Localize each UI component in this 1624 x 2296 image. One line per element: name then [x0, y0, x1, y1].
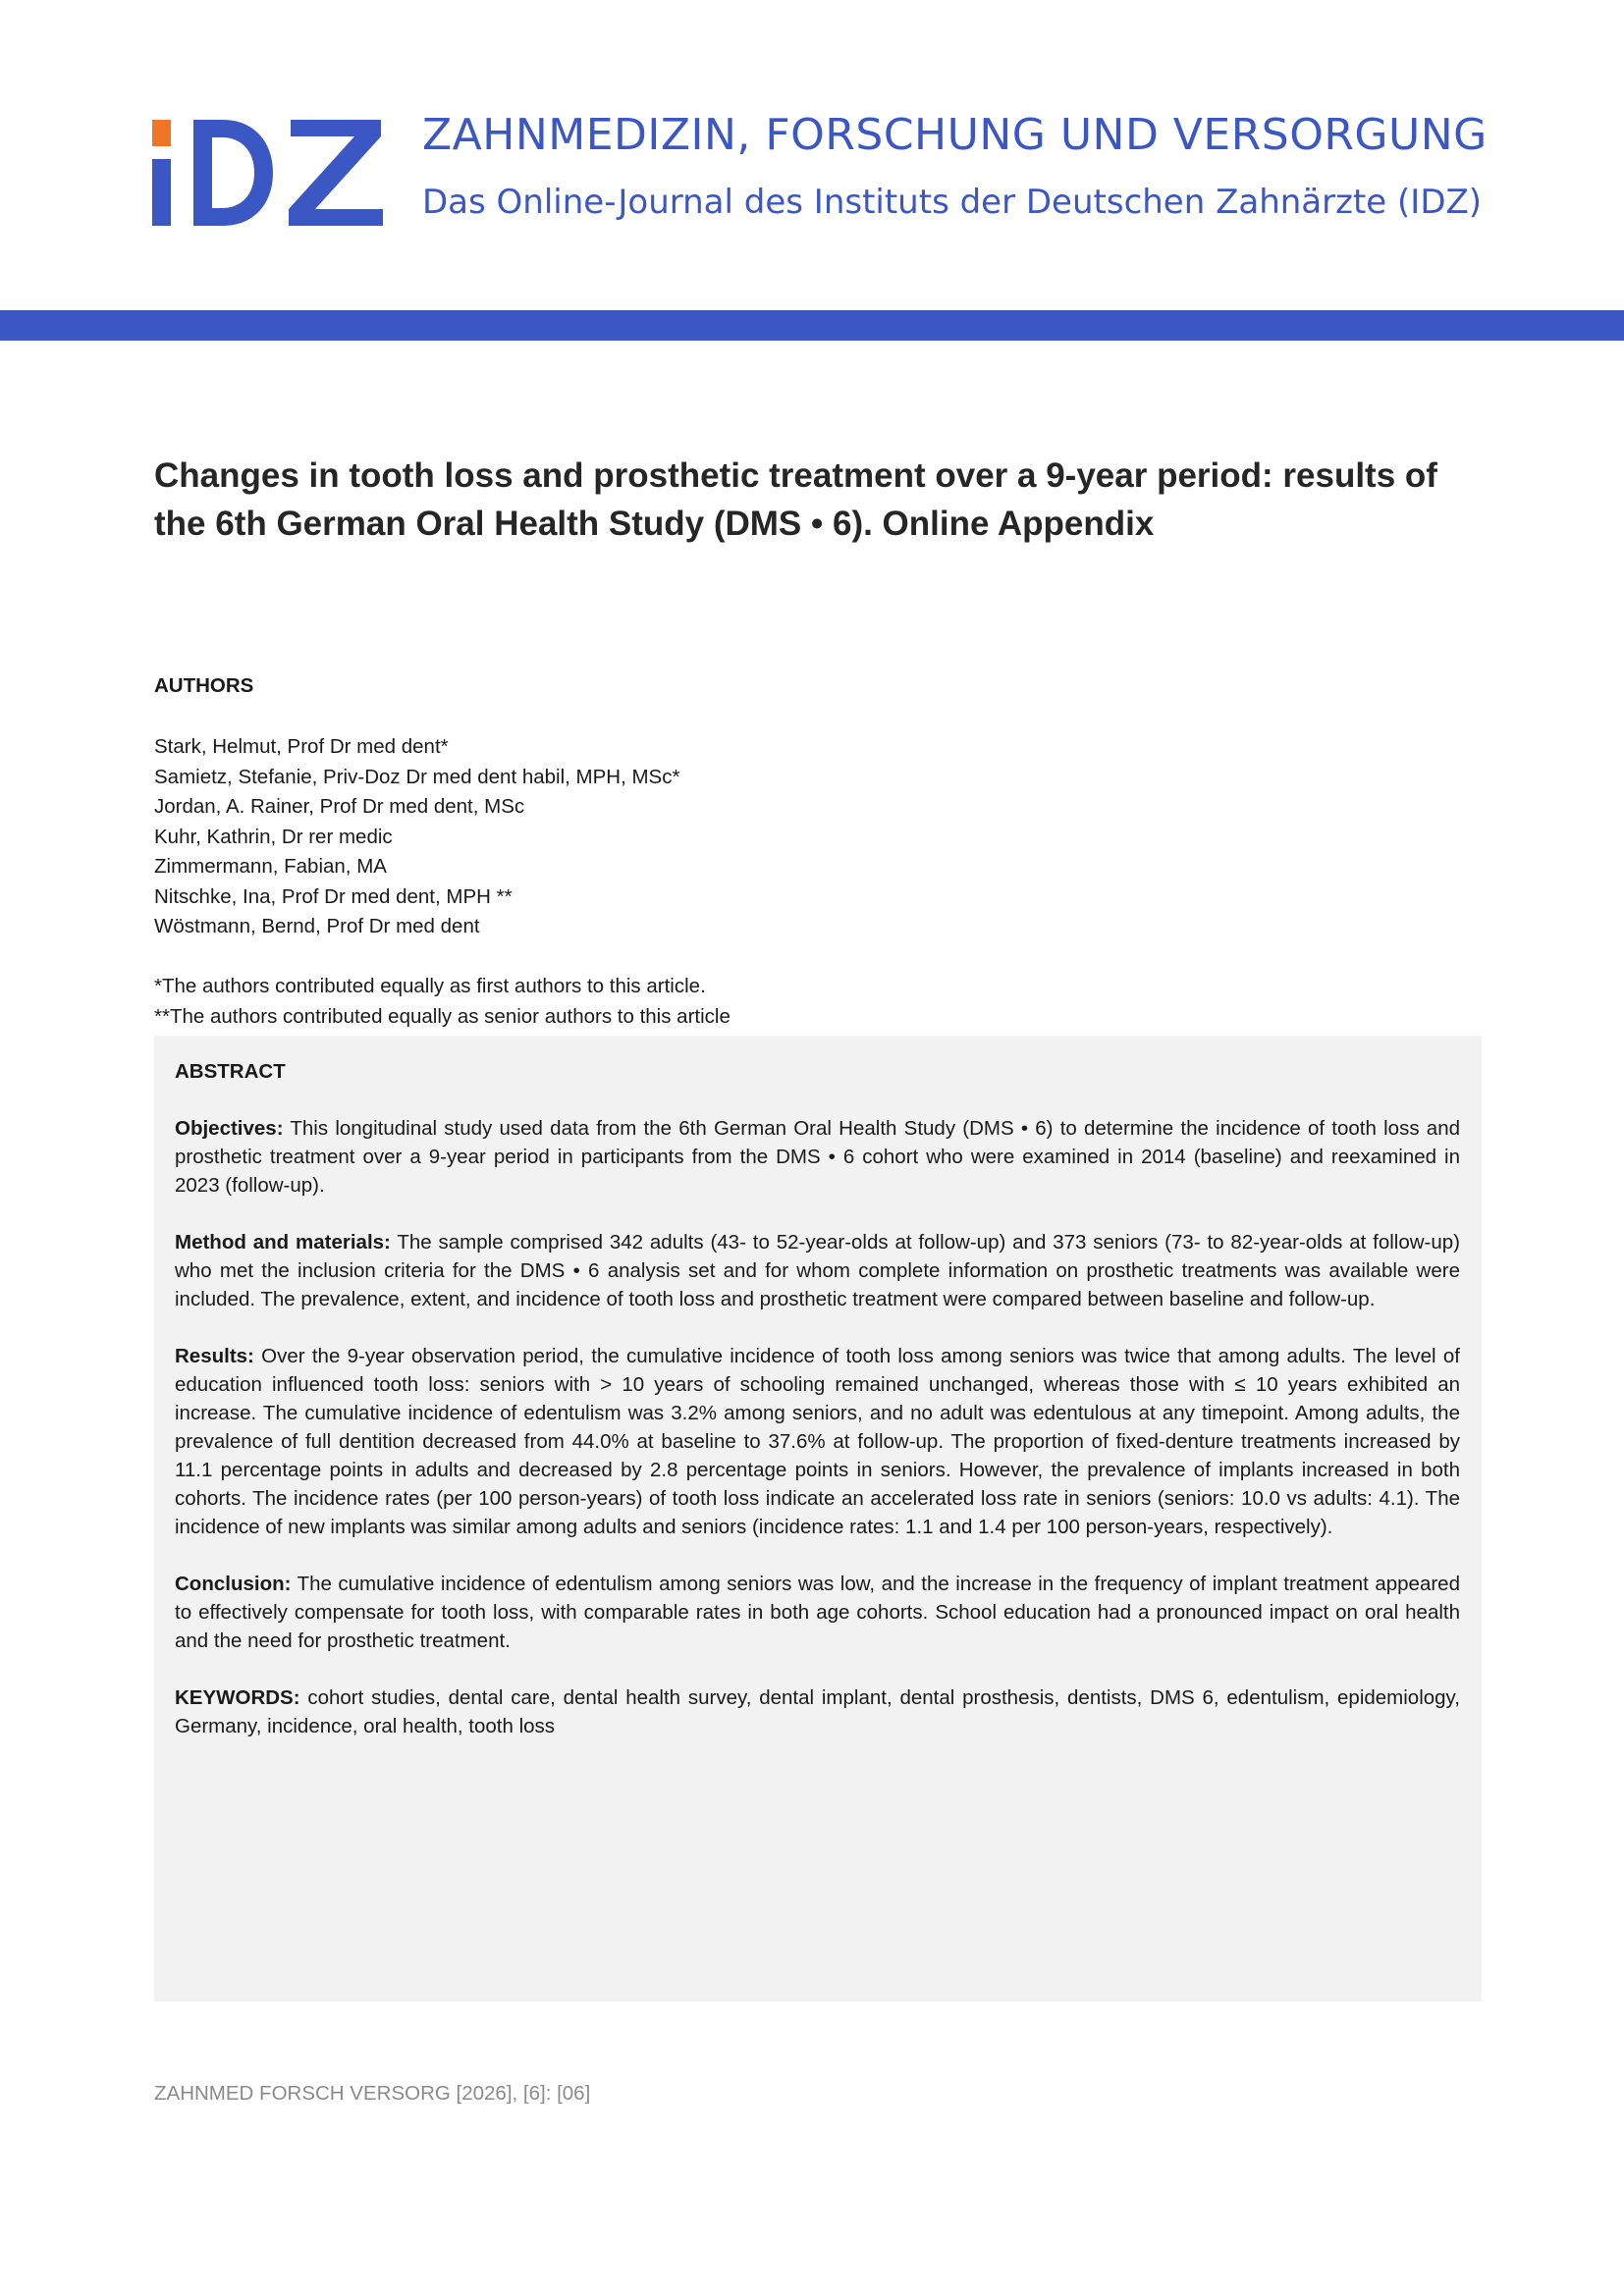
- abstract-content: [175, 1057, 1460, 1769]
- objectives-label: Objectives:: [175, 1117, 284, 1140]
- logo-z: [289, 120, 383, 226]
- article-title-line: Changes in tooth loss and prosthetic treatment over a 9-year period: results of: [154, 456, 1437, 495]
- logo-i-stem: [152, 159, 171, 226]
- abstract-box: [154, 1036, 1482, 2002]
- idz-logo: [152, 120, 383, 226]
- author-item: Wöstmann, Bernd, Prof Dr med dent: [154, 915, 480, 937]
- methods-text: The sample comprised 342 adults (43- to 52-year-olds at follow-up) and 373 seniors (73- to 82-year-olds at follow-up) who met the inclusion criteria for the DMS • 6 analysis set and for whom complete information on prosthetic treatments was available were included. The prevalence, extent, and incidence of tooth loss and prosthetic treatment were compared between baseline and follow-up.: [175, 1231, 1461, 1310]
- abstract-objectives: [175, 1114, 1460, 1200]
- author-item: Jordan, A. Rainer, Prof Dr med dent, MSc: [154, 795, 525, 818]
- journal-subtitle: Das Online-Journal des Instituts der Deutschen Zahnärzte (IDZ): [422, 183, 1483, 222]
- author-footnotes: [154, 971, 731, 1032]
- results-label: Results:: [175, 1345, 254, 1367]
- footer-citation: ZAHNMED FORSCH VERSORG [2026], [6]: [06]: [154, 2082, 591, 2105]
- author-item: Samietz, Stefanie, Priv-Doz Dr med dent habil, MPH, MSc*: [154, 765, 680, 788]
- keywords-text: cohort studies, dental care, dental health survey, dental implant, dental prosthesis, dentists, DMS 6, edentulism, epidemiology, Germany, incidence, oral health, tooth loss: [175, 1686, 1460, 1737]
- footnote-senior-authors: **The authors contributed equally as senior authors to this article: [154, 1005, 731, 1028]
- results-text: Over the 9-year observation period, the cumulative incidence of tooth loss among seniors was twice that among adults. The level of education influenced tooth loss: seniors with > 10 years of schooling remained unchanged, whereas those with ≤ 10 years exhibited an increase. The cumulative incidence of edentulism was 3.2% among seniors, and no adult was edentulous at any timepoint. Among adults, the prevalence of full dentition decreased from 44.0% at baseline to 37.6% at follow-up. The proportion of fixed-denture treatments increased by 11.1 percentage points in adults and decreased by 2.8 percentage points in seniors. However, the prevalence of implants increased in both cohorts. The incidence rates (per 100 person-years) of tooth loss indicate an accelerated loss rate in seniors (seniors: 10.0 vs adults: 4.1). The incidence of new implants was similar among adults and seniors (incidence rates: 1.1 and 1.4 per 100 person-years, respectively).: [175, 1345, 1460, 1538]
- keywords-label: KEYWORDS:: [175, 1686, 300, 1709]
- author-item: Nitschke, Ina, Prof Dr med dent, MPH **: [154, 884, 513, 908]
- author-item: Stark, Helmut, Prof Dr med dent*: [154, 735, 449, 758]
- abstract-keywords: [175, 1683, 1460, 1740]
- author-item: Zimmermann, Fabian, MA: [154, 855, 387, 878]
- footnote-first-authors: *The authors contributed equally as first authors to this article.: [154, 975, 706, 997]
- authors-list: [154, 732, 679, 942]
- journal-title: ZAHNMEDIZIN, FORSCHUNG UND VERSORGUNG: [422, 110, 1488, 160]
- article-title-line: the 6th German Oral Health Study (DMS • 6). Online Appendix: [154, 505, 1155, 543]
- abstract-methods: [175, 1228, 1460, 1313]
- objectives-text: This longitudinal study used data from the 6th German Oral Health Study (DMS • 6) to determine the incidence of tooth loss and prosthetic treatment over a 9-year period in participants from the DMS • 6 cohort who were examined in 2014 (baseline) and reexamined in 2023 (follow-up).: [175, 1117, 1460, 1197]
- author-item: Kuhr, Kathrin, Dr rer medic: [154, 825, 393, 848]
- conclusion-label: Conclusion:: [175, 1573, 292, 1595]
- authors-heading: AUTHORS: [154, 674, 254, 697]
- logo-d: [193, 120, 273, 226]
- abstract-conclusion: [175, 1570, 1460, 1655]
- article-title: [154, 452, 1489, 548]
- conclusion-text: The cumulative incidence of edentulism among seniors was low, and the increase in the frequency of implant treatment appeared to effectively compensate for tooth loss, with comparable rates in both age cohorts. School education had a pronounced impact on oral health and the need for prosthetic treatment.: [175, 1573, 1460, 1652]
- methods-label: Method and materials:: [175, 1231, 391, 1254]
- abstract-results: [175, 1342, 1460, 1541]
- abstract-heading: ABSTRACT: [175, 1060, 286, 1083]
- header-divider-bar: [0, 310, 1624, 341]
- logo-i-dot: [152, 120, 171, 146]
